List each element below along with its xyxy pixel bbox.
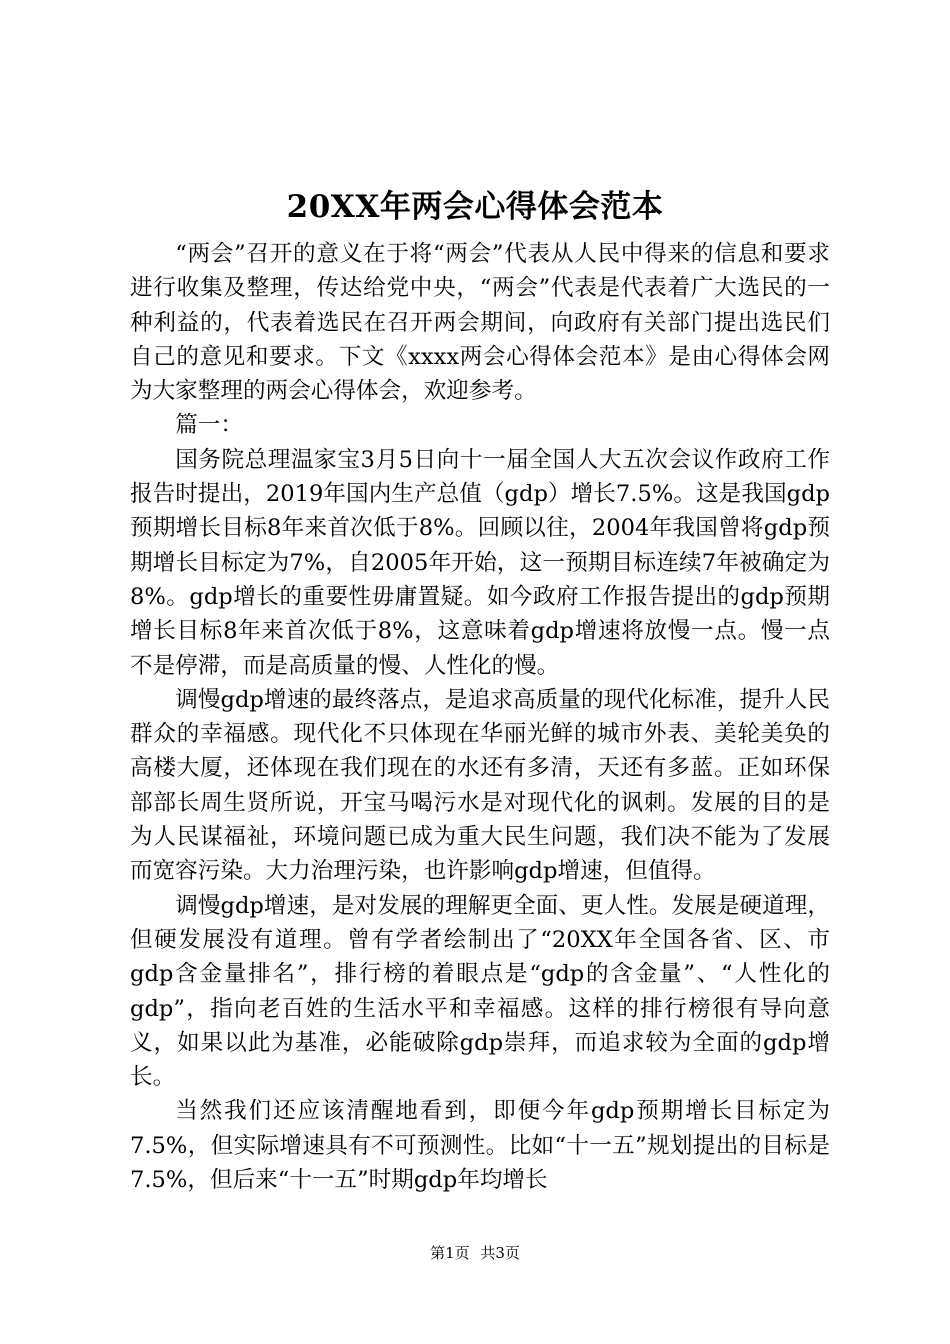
paragraph-section-heading: 篇一： (175, 412, 243, 439)
paragraph-intro: “两会”召开的意义在于将“两会”代表从人民中得来的信息和要求进行收集及整理，传达给党中央，“两会”代表是代表着广大选民的一种利益的，代表着选民在召开两会期间，向政府有关部门提出选民们自己的意见和要求。下文《xxxx两会心得体会范本》是由心得体会网为大家整理的两会心得体会，欢迎参考。 (130, 241, 830, 405)
paragraph-gdp-target: 国务院总理温家宝3月5日向十一届全国人大五次会议作政府工作报告时提出，2019年国内生产总值（gdp）增长7.5%。这是我国gdp预期增长目标8年来首次低于8%。回顾以往，2004年我国曾将gdp预期增长目标定为7%，自2005年开始，这一预期目标连续7年被确定为8%。gdp增长的重要性毋庸置疑。如今政府工作报告提出的gdp预期增长目标8年来首次低于8%，这意味着gdp增速将放慢一点。慢一点不是停滞，而是高质量的慢、人性化的慢。 (130, 446, 830, 679)
paragraph-quality-growth: 调慢gdp增速的最终落点，是追求高质量的现代化标准，提升人民群众的幸福感。现代化不只体现在华丽光鲜的城市外表、美轮美奂的高楼大厦，还体现在我们现在的水还有多清，天还有多蓝。正如环保部部长周生贤所说，开宝马喝污水是对现代化的讽刺。发展的目的是为人民谋福祉，环境问题已成为重大民生问题，我们决不能为了发展而宽容污染。大力治理污染，也许影响gdp增速，但值得。 (130, 686, 830, 885)
page-number: 第1页 (430, 1244, 470, 1262)
document-body (130, 237, 830, 1197)
paragraph-development: 调慢gdp增速，是对发展的理解更全面、更人性。发展是硬道理，但硬发展没有道理。曾有学者绘制出了“20XX年全国各省、区、市gdp含金量排名”，排行榜的着眼点是“gdp的含金量”、“人性化的gdp”，指向老百姓的生活水平和幸福感。这样的排行榜很有导向意义，如果以此为基准，必能破除gdp崇拜，而追求较为全面的gdp增长。 (130, 892, 830, 1091)
paragraph-unpredictability: 当然我们还应该清醒地看到，即便今年gdp预期增长目标定为7.5%，但实际增速具有不可预测性。比如“十一五”规划提出的目标是7.5%，但后来“十一五”时期gdp年均增长 (130, 1098, 830, 1194)
page-footer (0, 1243, 950, 1263)
document-title: 20XX年两会心得体会范本 (286, 189, 664, 225)
page-total: 共3页 (480, 1244, 520, 1262)
